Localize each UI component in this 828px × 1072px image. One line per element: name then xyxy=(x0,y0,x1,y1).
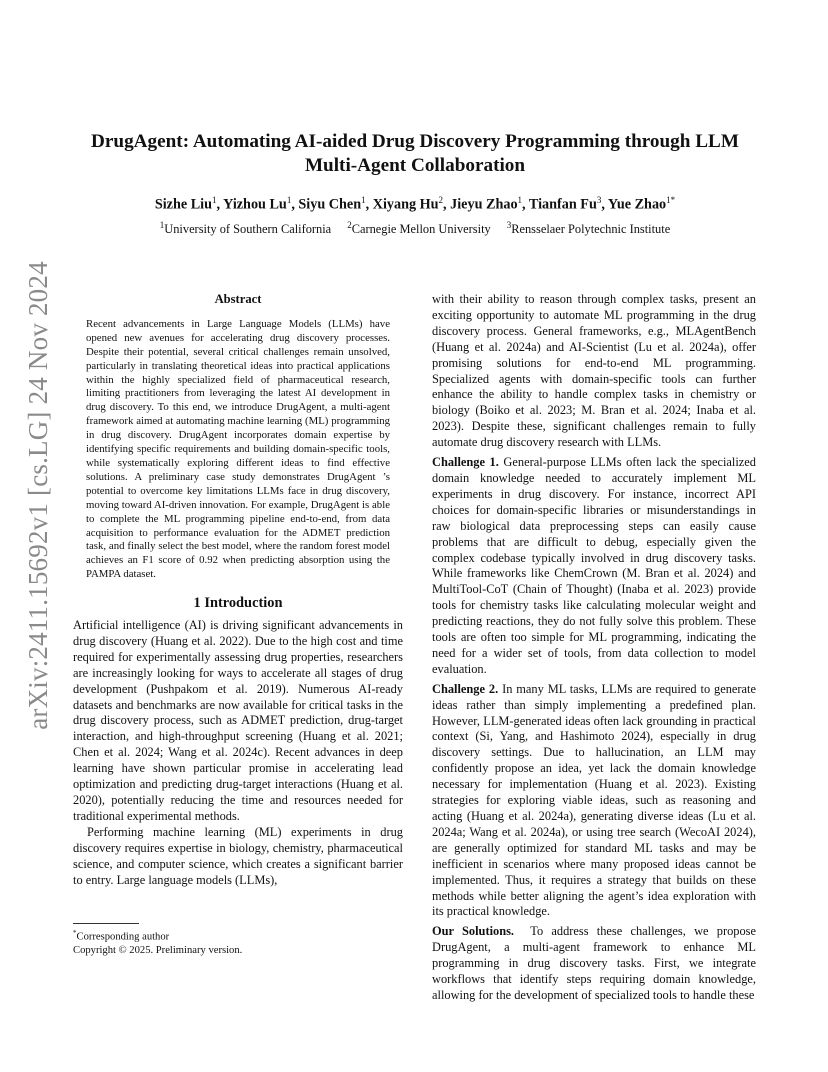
left-column xyxy=(73,292,403,888)
intro-paragraph-continued: with their ability to reason through complex tasks, present an exciting opportunity to automate ML programming in the drug discovery process. General frameworks, e.g., MLAgentBench (Huang et al. 2024a) and AI-Scientist (Lu et al. 2024a), offer promising solutions for end-to-end ML programming. Specialized agents with domain-specific tools can further enhance the ability to handle complex tasks in chemistry or biology (Boiko et al. 2023; M. Bran et al. 2024; Inaba et al. 2023). Despite these, significant challenges remain to fully automate drug discovery research with LLMs. xyxy=(432,292,756,450)
author-name: Yizhou Lu xyxy=(223,196,287,213)
abstract-text: Recent advancements in Large Language Models (LLMs) have opened new avenues for accelerating drug discovery processes. Despite their potential, several critical challenges remain unsolved, particularly in translating theoretical ideas into practical applications within the highly specialized field of pharmaceutical research, limiting practitioners from leveraging the latest AI development in drug discovery. To this end, we introduce DrugAgent, a multi-agent framework aimed at automating machine learning (ML) programming in drug discovery. DrugAgent incorporates domain expertise by identifying specific requirements and building domain-specific tools, while systematically exploring different ideas to find effective solutions. A preliminary case study demonstrates DrugAgent ’s potential to overcome key limitations LLMs face in drug discovery, moving toward AI-driven innovation. For example, DrugAgent is able to complete the ML programming pipeline end-to-end, from data acquisition to performance evaluation for the ADMET prediction task, and finally select the best model, where the random forest model achieves an F1 score of 0.92 when predicting absorption using the PAMPA dataset. xyxy=(86,317,390,581)
author-name: Yue Zhao xyxy=(607,196,667,213)
right-column xyxy=(432,292,756,1004)
challenge-2-paragraph xyxy=(432,682,756,921)
author-name: Siyu Chen xyxy=(298,196,362,213)
affiliation-marker: 2 xyxy=(347,220,352,230)
affiliation-marker: 1 xyxy=(159,220,165,230)
challenge-2-label: Challenge 2. xyxy=(432,681,499,696)
challenge-1-paragraph xyxy=(432,455,756,678)
intro-paragraph-1: Artificial intelligence (AI) is driving significant advancements in drug discovery (Huang et al. 2022). Due to the high cost and time required for experimentally assessing drug properties, researchers are increasingly looking for ways to accelerate all stages of drug development (Pushpakom et al. 2019). Numerous AI-ready datasets and benchmarks are now available for critical tasks in the drug discovery process, such as ADMET prediction, drug-target interaction, and high-throughput screening (Huang et al. 2021; Chen et al. 2024; Wang et al. 2024c). Recent advances in deep learning have shown particular promise in accelerating lead optimization and predicting drug-target interactions (Huang et al. 2020), potentially reducing the time and resources needed for traditional experimental methods. xyxy=(73,618,403,823)
footnote-rule xyxy=(73,923,139,924)
intro-paragraph-2: Performing machine learning (ML) experiments in drug discovery requires expertise in biology, chemistry, pharmaceutical science, and computer science, which creates a significant barrier to entry. Large language models (LLMs), xyxy=(73,824,403,887)
challenge-1-text: General-purpose LLMs often lack the specialized domain knowledge needed to accurately implement ML experiments in drug discovery. For instance, incorrect API choices for domain-specific libraries or misunderstandings in raw biological data preprocessing steps can easily cause problems that are difficult to debug, especially given the complex codebase typically involved in drug discovery tasks. While frameworks like ChemCrown (M. Bran et al. 2024) and MultiTool-CoT (Chain of Thought) (Inaba et al. 2023) provide tools for chemistry tasks like calculating molecular weight and predicting reactions, they do not fully solve this problem. These tools are often too simple for ML programming, indicating the need for a wider set of tools, from data collection to model evaluation. xyxy=(432,455,756,676)
affiliations xyxy=(80,220,750,237)
solutions-label: Our Solutions. xyxy=(432,924,515,939)
author-affiliation-marker: 1 xyxy=(361,195,366,205)
corresponding-author-note: *Corresponding author xyxy=(73,929,170,943)
author-affiliation-marker: 2 xyxy=(438,195,444,205)
abstract-heading: Abstract xyxy=(214,292,262,306)
author-affiliation-marker: 1 xyxy=(286,195,292,205)
author-name: Tianfan Fu xyxy=(528,196,597,213)
challenge-2-text: In many ML tasks, LLMs are required to generate ideas rather than simply implementing a predefined plan. However, LLM-generated ideas often lack grounding in practical context (Si, Yang, and Hashimoto 2024), especially in drug discovery settings. Due to hallucination, an LLM may confidently propose an idea, yet lack the domain knowledge necessary for implementation (Huang et al. 2023). Existing strategies for exploring viable ideas, such as reasoning and acting (Huang et al. 2024a), generating diverse ideas (Lu et al. 2024a; Wang et al. 2024a), or using tree search (WecoAI 2024), are generally optimized for standard ML tasks and may be inefficient in scenarios where many proposed ideas cannot be implemented. Thus, it requires a strategy that builds on these methods while better aligning the agent’s idea exploration with its practical knowledge. xyxy=(432,681,756,919)
section-heading-introduction: 1 Introduction xyxy=(193,595,283,612)
affiliation-name: Carnegie Mellon University xyxy=(351,222,491,237)
author-affiliation-marker: 1* xyxy=(666,195,676,205)
solutions-text: To address these challenges, we propose DrugAgent, a multi-agent framework to enhance ML programming in drug discovery tasks. First, we integrate workflows that identify steps requiring domain knowledge, allowing for the development of specialized tools to handle these xyxy=(432,924,756,1002)
author-name: Xiyang Hu xyxy=(372,196,439,213)
author-name: Sizhe Liu xyxy=(154,196,213,213)
author-name: Jieyu Zhao xyxy=(450,196,518,213)
affiliation-item xyxy=(347,222,491,236)
author-affiliation-marker: 1 xyxy=(517,195,523,205)
author-affiliation-marker: 1 xyxy=(212,195,217,205)
affiliation-marker: 3 xyxy=(506,220,512,230)
affiliation-item xyxy=(160,222,331,236)
arxiv-stamp: arXiv:2411.15692v1 [cs.LG] 24 Nov 2024 xyxy=(22,260,53,730)
author-affiliation-marker: 3 xyxy=(596,195,602,205)
affiliation-item xyxy=(507,222,670,236)
challenge-1-label: Challenge 1. xyxy=(432,455,499,470)
author-list: Sizhe Liu$^1$, Yizhou Lu$^1$, Siyu Chen$^1$, Xiyang Hu$^2$, Jieyu Zhao$^1$, Tianfan Fu$^3$, Yue Zhao$^{1*}$ xyxy=(154,195,676,213)
affiliation-name: Rensselaer Polytechnic Institute xyxy=(511,222,671,237)
footnote xyxy=(73,923,403,958)
solutions-paragraph xyxy=(432,924,756,1004)
affiliation-name: University of Southern California xyxy=(164,222,332,237)
copyright-note: Copyright © 2025. Preliminary version. xyxy=(73,945,243,957)
paper-title: DrugAgent: Automating AI-aided Drug Discovery Programming through LLM Multi-Agent Collaboration xyxy=(91,131,739,176)
